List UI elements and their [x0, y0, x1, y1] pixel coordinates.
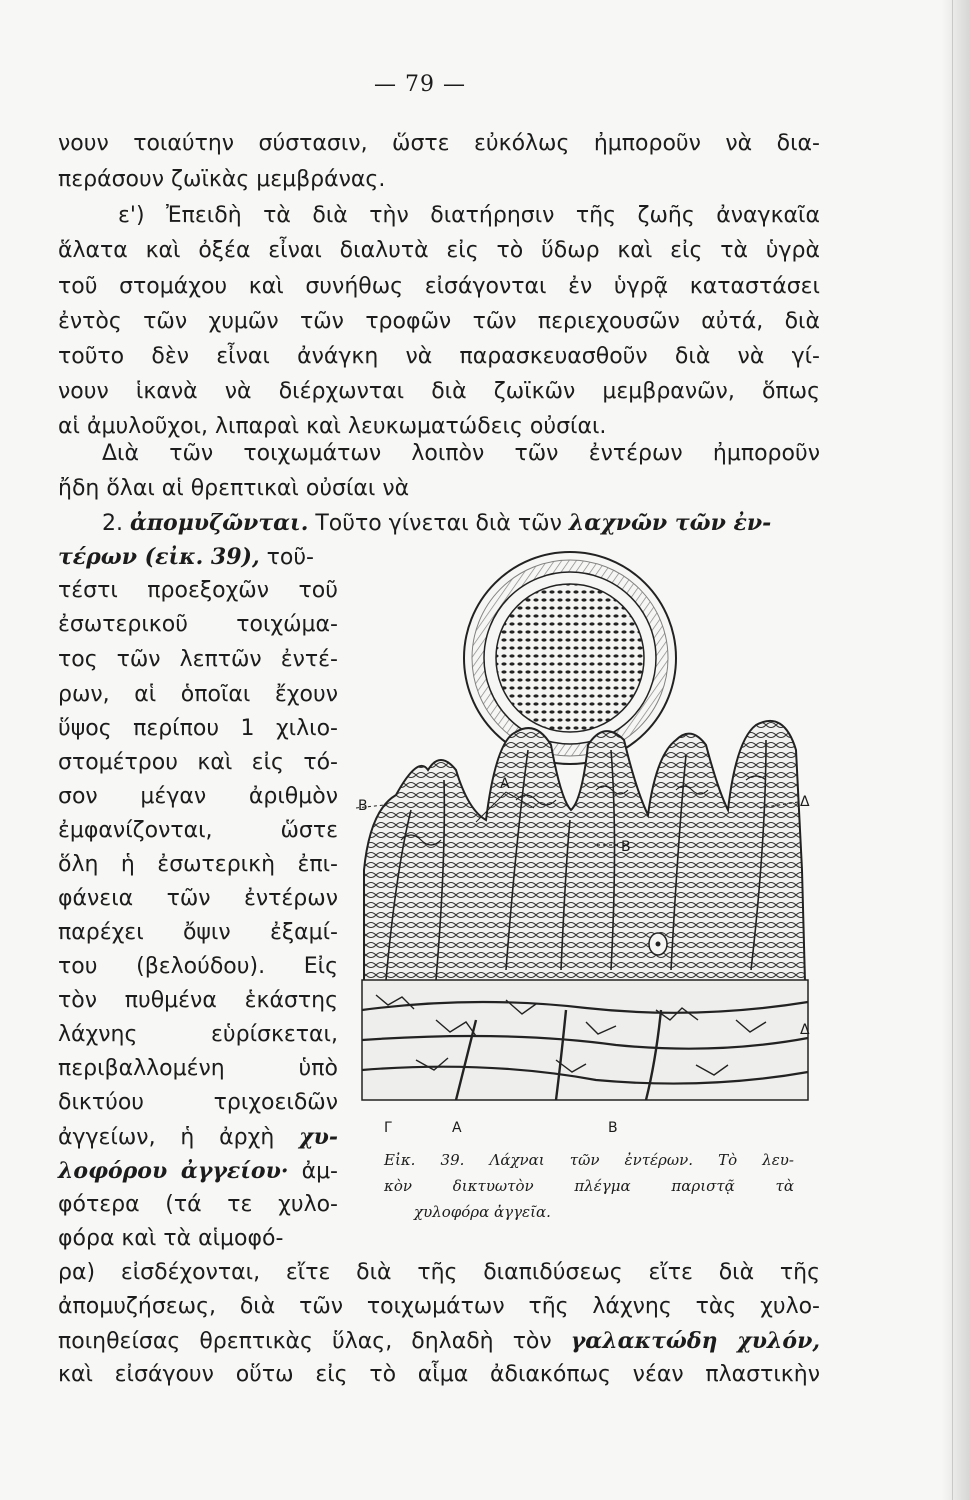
section-term-2: λαχνῶν τῶν ἐν- [568, 510, 772, 536]
villi-longitudinal-section [364, 721, 806, 1020]
narrow-line: ὅλη ἡ ἐσωτερικὴ ἐπι- [58, 852, 338, 877]
narrow-line: τέστι προεξοχῶν τοῦ [58, 578, 338, 603]
narrow-line: λάχνης εὑρίσκεται, [58, 1022, 338, 1047]
narrow-line [58, 540, 338, 574]
narrow-line-text: τοῦ- [266, 545, 314, 570]
section-text: Τοῦτο γίνεται διὰ τῶν [315, 511, 562, 536]
figure-reference: τέρων (εἰκ. 39), [58, 544, 260, 570]
figure-label-b-right: B [621, 839, 631, 855]
body-line [58, 1324, 820, 1358]
caption-line: κὸν δικτυωτὸν πλέγμα παριστᾷ τὰ [384, 1177, 794, 1195]
narrow-line-text: ἀγγείων, ἡ ἀρχὴ [58, 1125, 275, 1150]
body-line: ρα) εἰσδέχονται, εἴτε διὰ τῆς διαπιδύσεως εἴτε διὰ τῆς [58, 1260, 820, 1285]
section-term: ἀπομυζῶνται. [130, 510, 309, 536]
figure-label-a-bottom: A [452, 1120, 462, 1136]
narrow-line: παρέχει ὄψιν ἐξαμί- [58, 920, 338, 945]
figure-label-gamma-bottom: Γ [384, 1120, 392, 1136]
narrow-line: στομέτρου καὶ εἰς τό- [58, 750, 338, 775]
narrow-line: ἐσωτερικοῦ τοιχώμα- [58, 612, 338, 637]
body-line: τοῦτο δὲν εἶναι ἀνάγκη νὰ παρασκευασθοῦν διὰ νὰ γί- [58, 344, 820, 369]
body-line: τοῦ στομάχου καὶ συνήθως εἰσάγονται ἐν ὑγρᾷ καταστάσει [58, 274, 820, 299]
submucosa-layer [362, 980, 808, 1100]
term-chylophorou: χυ- [299, 1124, 338, 1150]
narrow-line: δικτύου τριχοειδῶν [58, 1090, 338, 1115]
body-line: ἤδη ὅλαι αἱ θρεπτικαὶ οὐσίαι νὰ [58, 476, 410, 501]
narrow-line-text: ἀμ- [301, 1159, 338, 1184]
body-line-text: ποιηθείσας θρεπτικὰς ὕλας, δηλαδὴ τὸν [58, 1329, 552, 1354]
caption-line: χυλοφόρα ἀγγεῖα. [414, 1203, 551, 1221]
narrow-line: φάνεια τῶν ἐντέρων [58, 886, 338, 911]
section-heading [102, 506, 820, 540]
body-line: ἀπομυζήσεως, διὰ τῶν τοιχωμάτων τῆς λάχνης τὰς χυλο- [58, 1294, 820, 1319]
term-aggeiou: λοφόρου ἀγγείου· [58, 1158, 289, 1184]
body-line: ἅλατα καὶ ὀξέα εἶναι διαλυτὰ εἰς τὸ ὕδωρ καὶ εἰς τὰ ὑγρὰ [58, 238, 820, 263]
narrow-line: ὕψος περίπου 1 χιλιο- [58, 716, 338, 741]
narrow-line: σον μέγαν ἀριθμὸν [58, 784, 338, 809]
section-number: 2. [102, 511, 123, 536]
body-line: νουν ἱκανὰ νὰ διέρχωνται διὰ ζωϊκῶν μεμβρανῶν, ὅπως [58, 379, 820, 404]
narrow-line: του (βελούδου). Εἰς [58, 954, 338, 979]
narrow-line: τὸν πυθμένα ἑκάστης [58, 988, 338, 1013]
narrow-line: περιβαλλομένη ὑπὸ [58, 1056, 338, 1081]
figure-label-b-bottom: B [608, 1120, 618, 1136]
narrow-line [58, 1120, 338, 1154]
figure-label-a-top: A [500, 776, 510, 792]
caption-line: Εἰκ. 39. Λάχναι τῶν ἐντέρων. Τὸ λευ- [384, 1151, 794, 1169]
intestinal-villi-figure [356, 540, 816, 1140]
figure-label-b-left: B [358, 798, 368, 814]
narrow-line: τος τῶν λεπτῶν ἐντέ- [58, 647, 338, 672]
page-number: — 79 — [374, 72, 466, 97]
narrow-line: φότερα (τά τε χυλο- [58, 1192, 338, 1217]
body-line: καὶ εἰσάγουν οὕτω εἰς τὸ αἷμα ἀδιακόπως νέαν πλαστικὴν [58, 1362, 820, 1387]
body-line: Διὰ τῶν τοιχωμάτων λοιπὸν τῶν ἐντέρων ἠμποροῦν [102, 441, 820, 466]
body-line: ε') Ἐπειδὴ τὰ διὰ τὴν διατήρησιν τῆς ζωῆς ἀναγκαῖα [118, 203, 820, 228]
narrow-line: ἐμφανίζονται, ὥστε [58, 818, 338, 843]
narrow-line: φόρα καὶ τὰ αἱμοφό- [58, 1226, 284, 1251]
term-galaktodi-chylon: γαλακτώδη χυλόν, [570, 1328, 821, 1354]
body-line: νουν τοιαύτην σύστασιν, ὥστε εὐκόλως ἠμποροῦν νὰ δια- [58, 131, 820, 156]
figure-caption [384, 1147, 794, 1225]
villus-cross-section [464, 552, 676, 764]
narrow-line: ρων, αἱ ὁποῖαι ἔχουν [58, 682, 338, 707]
figure-label-delta-lower: Δ [800, 1022, 810, 1038]
page-edge [942, 0, 970, 1500]
body-line: αἱ ἀμυλοῦχοι, λιπαραὶ καὶ λευκωματώδεις οὐσίαι. [58, 414, 607, 439]
narrow-line [58, 1154, 338, 1188]
body-line: περάσουν ζωϊκὰς μεμβράνας. [58, 167, 386, 192]
figure-label-delta-upper: Δ [800, 794, 810, 810]
body-line: ἐντὸς τῶν χυμῶν τῶν τροφῶν τῶν περιεχουσῶν αὐτά, διὰ [58, 309, 820, 334]
